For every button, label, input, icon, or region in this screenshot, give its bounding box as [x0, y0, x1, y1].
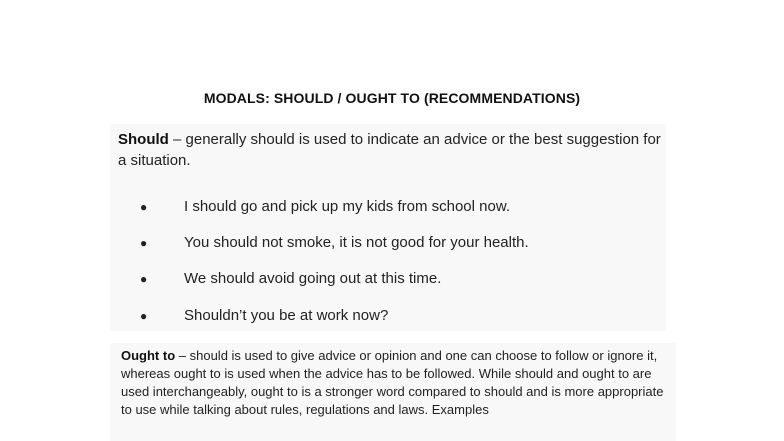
ought-to-term: Ought to [121, 348, 176, 363]
list-item [140, 305, 640, 327]
should-definition [118, 129, 666, 171]
ought-to-definition-text: – should is used to give advice or opinion and one can choose to follow or ignore it, whereas ought to is used when the advice has to be followed. While should and ought to are used interchangeably, ought to is a stronger word compared to should and is more appropriate to use while talking about rules, regulations and laws. Examples [121, 348, 664, 417]
list-item [140, 232, 640, 254]
should-definition-text: – generally should is used to indicate an advice or the best suggestion for a situation. [118, 131, 661, 169]
example-text: You should not smoke, it is not good for your health. [184, 234, 529, 251]
should-term: Should [118, 131, 169, 148]
page-title: MODALS: SHOULD / OUGHT TO (RECOMMENDATIONS) [203, 90, 581, 106]
example-text: I should go and pick up my kids from school now. [184, 198, 511, 215]
ought-to-definition [121, 347, 669, 419]
list-item [140, 196, 640, 218]
list-item [140, 268, 640, 290]
bullet-icon: ● [140, 309, 148, 323]
bullet-icon: ● [140, 200, 148, 214]
bullet-icon: ● [140, 236, 148, 250]
example-text: Shouldn’t you be at work now? [184, 307, 389, 324]
bullet-icon: ● [140, 272, 148, 286]
example-text: We should avoid going out at this time. [184, 270, 442, 287]
